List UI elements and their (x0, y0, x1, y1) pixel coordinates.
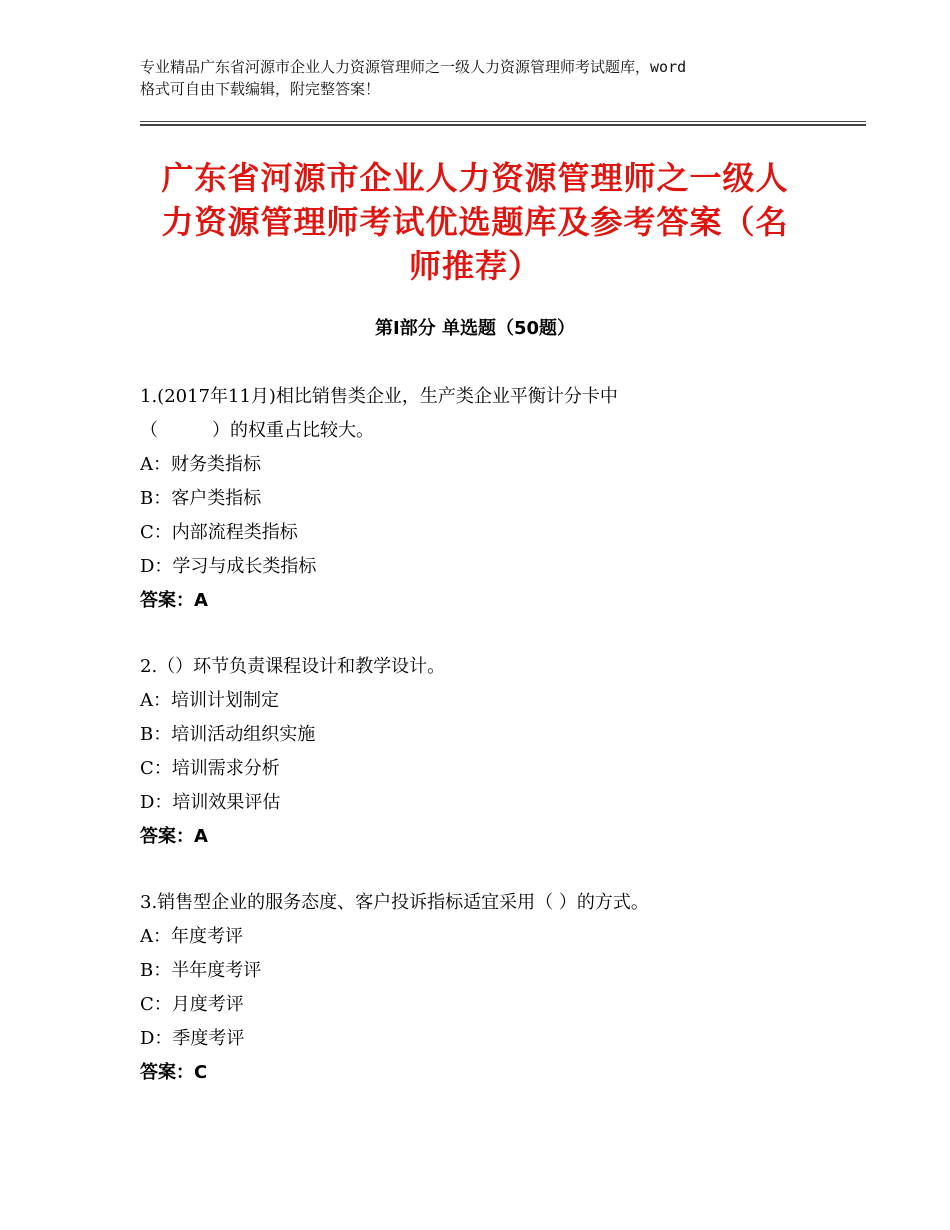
answer: 答案：A (140, 826, 208, 847)
header-note (140, 56, 830, 100)
question-1 (140, 380, 840, 618)
document-title-line-2: 力资源管理师考试优选题库及参考答案（名 (161, 203, 789, 241)
question-stem: 2.（）环节负责课程设计和教学设计。 (140, 656, 446, 677)
option-c: C：培训需求分析 (140, 758, 280, 779)
question-stem: 1.(2017年11月)相比销售类企业，生产类企业平衡计分卡中 (140, 386, 618, 407)
header-rule-thick (140, 124, 866, 126)
option-a: A：财务类指标 (140, 454, 261, 475)
question-3 (140, 886, 840, 1090)
header-note-line-1: 专业精品广东省河源市企业人力资源管理师之一级人力资源管理师考试题库，word (140, 58, 687, 76)
option-d: D：培训效果评估 (140, 792, 281, 813)
document-title (140, 156, 810, 288)
question-stem: 3.销售型企业的服务态度、客户投诉指标适宜采用（ ）的方式。 (140, 892, 649, 913)
option-a: A：培训计划制定 (140, 690, 279, 711)
option-c: C：月度考评 (140, 994, 244, 1015)
option-b: B：半年度考评 (140, 960, 262, 981)
answer: 答案：C (140, 1062, 208, 1083)
option-d: D：季度考评 (140, 1028, 245, 1049)
header-rule-thin (140, 121, 866, 122)
document-title-line-3: 师推荐） (408, 247, 541, 285)
option-d: D：学习与成长类指标 (140, 556, 317, 577)
option-b: B：客户类指标 (140, 488, 262, 509)
question-list (140, 380, 840, 1122)
option-b: B：培训活动组织实施 (140, 724, 316, 745)
section-heading: 第Ⅰ部分 单选题（50题） (374, 318, 575, 339)
option-c: C：内部流程类指标 (140, 522, 298, 543)
question-stem-continued: （ ）的权重占比较大。 (140, 420, 374, 441)
question-2 (140, 650, 840, 854)
answer: 答案：A (140, 590, 208, 611)
document-title-line-1: 广东省河源市企业人力资源管理师之一级人 (161, 159, 789, 197)
option-a: A：年度考评 (140, 926, 243, 947)
header-note-line-2: 格式可自由下载编辑，附完整答案！ (140, 80, 381, 98)
